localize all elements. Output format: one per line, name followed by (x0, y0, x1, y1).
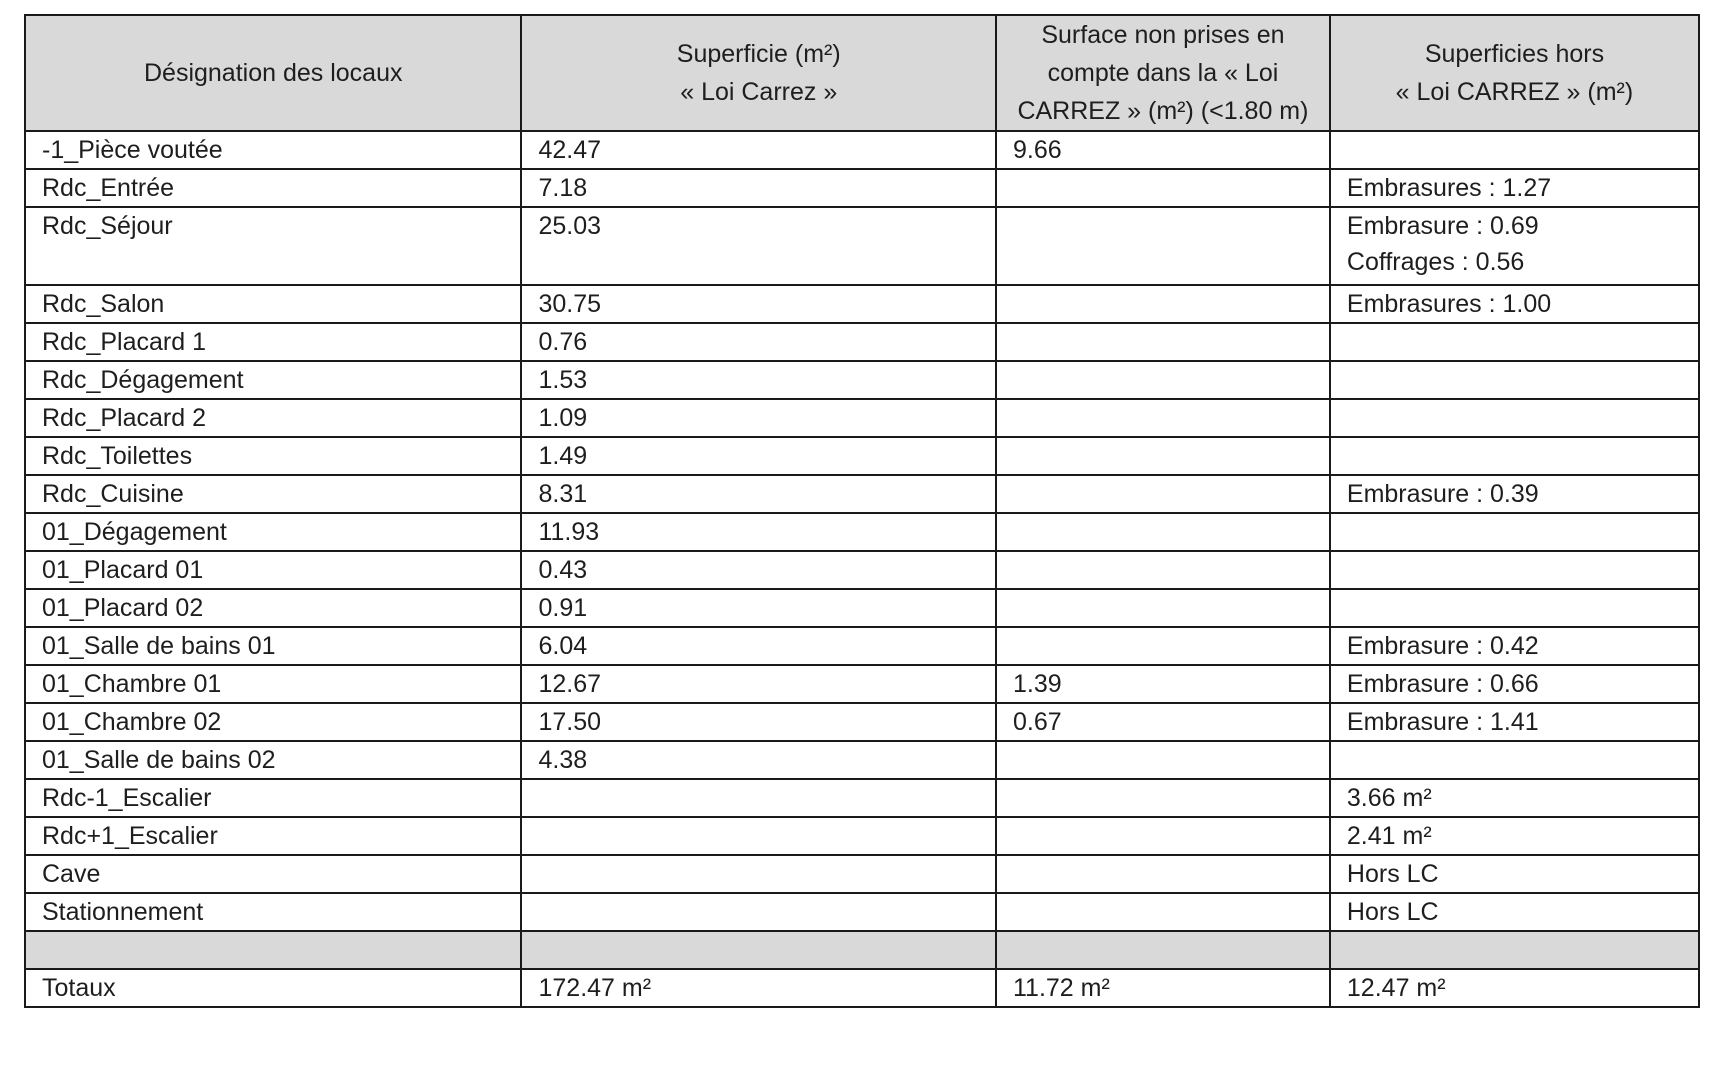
cell-designation: 01_Salle de bains 01 (25, 627, 521, 665)
table-row (25, 779, 1699, 817)
cell-hors (1330, 169, 1699, 207)
header-surface-non-prises (996, 15, 1330, 131)
cell-designation: Rdc_Placard 2 (25, 399, 521, 437)
cell-carrez: 0.76 (521, 323, 996, 361)
cell-carrez: 4.38 (521, 741, 996, 779)
cell-designation: Rdc+1_Escalier (25, 817, 521, 855)
cell-non-prises (996, 551, 1330, 589)
table-row (25, 703, 1699, 741)
table-row (25, 893, 1699, 931)
cell-designation: Rdc_Placard 1 (25, 323, 521, 361)
cell-designation: Rdc_Toilettes (25, 437, 521, 475)
cell-carrez: 1.53 (521, 361, 996, 399)
cell-hors (1330, 627, 1699, 665)
cell-carrez (521, 817, 996, 855)
cell-carrez: 1.09 (521, 399, 996, 437)
cell-hors-line: Embrasures : 1.27 (1346, 174, 1552, 202)
cell-carrez: 25.03 (521, 207, 996, 285)
cell-hors (1330, 665, 1699, 703)
table-row (25, 589, 1699, 627)
cell-hors (1330, 437, 1699, 475)
cell-hors (1330, 513, 1699, 551)
header-superficie-carrez (521, 15, 996, 131)
cell-carrez: 7.18 (521, 169, 996, 207)
cell-designation: Rdc_Cuisine (25, 475, 521, 513)
cell-hors (1330, 323, 1699, 361)
table-spacer-row (25, 931, 1699, 969)
cell-hors-line: Coffrages : 0.56 (1346, 248, 1525, 276)
header-line: Superficie (m²) (676, 40, 841, 68)
header-line: compte dans la « Loi (1047, 59, 1279, 87)
header-line: Désignation des locaux (143, 59, 403, 87)
cell-hors (1330, 285, 1699, 323)
header-superficies-hors (1330, 15, 1699, 131)
totals-hors: 12.47 m² (1330, 969, 1699, 1007)
cell-carrez: 17.50 (521, 703, 996, 741)
cell-designation: Rdc_Salon (25, 285, 521, 323)
cell-hors (1330, 131, 1699, 169)
cell-non-prises: 0.67 (996, 703, 1330, 741)
cell-designation: Rdc_Séjour (25, 207, 521, 285)
cell-non-prises (996, 779, 1330, 817)
table-row (25, 855, 1699, 893)
cell-hors (1330, 361, 1699, 399)
cell-non-prises (996, 399, 1330, 437)
cell-carrez: 30.75 (521, 285, 996, 323)
header-line: CARREZ » (m²) (<1.80 m) (1017, 97, 1309, 125)
table-row (25, 323, 1699, 361)
table-row (25, 399, 1699, 437)
header-line: « Loi Carrez » (680, 78, 838, 106)
cell-carrez (521, 779, 996, 817)
cell-hors (1330, 893, 1699, 931)
cell-hors (1330, 817, 1699, 855)
table-totals-row (25, 969, 1699, 1007)
table-row (25, 665, 1699, 703)
cell-carrez: 0.43 (521, 551, 996, 589)
cell-carrez: 8.31 (521, 475, 996, 513)
cell-designation: Rdc-1_Escalier (25, 779, 521, 817)
cell-non-prises (996, 627, 1330, 665)
cell-non-prises (996, 817, 1330, 855)
cell-non-prises (996, 285, 1330, 323)
cell-non-prises (996, 361, 1330, 399)
cell-hors-line: Hors LC (1346, 860, 1439, 888)
surface-table (24, 14, 1700, 1008)
cell-hors (1330, 741, 1699, 779)
cell-non-prises (996, 513, 1330, 551)
cell-carrez: 6.04 (521, 627, 996, 665)
totals-carrez: 172.47 m² (521, 969, 996, 1007)
table-row (25, 131, 1699, 169)
cell-hors-line: Embrasure : 0.42 (1346, 632, 1539, 660)
surface-table-container (24, 14, 1700, 1008)
cell-designation: 01_Salle de bains 02 (25, 741, 521, 779)
cell-non-prises (996, 169, 1330, 207)
cell-carrez: 1.49 (521, 437, 996, 475)
cell-designation: Rdc_Entrée (25, 169, 521, 207)
cell-carrez: 11.93 (521, 513, 996, 551)
table-row (25, 817, 1699, 855)
cell-designation: 01_Placard 02 (25, 589, 521, 627)
cell-carrez: 12.67 (521, 665, 996, 703)
cell-hors-line: 3.66 m² (1346, 784, 1432, 812)
cell-carrez: 42.47 (521, 131, 996, 169)
cell-hors (1330, 551, 1699, 589)
spacer-cell (996, 931, 1330, 969)
spacer-cell (521, 931, 996, 969)
cell-non-prises (996, 207, 1330, 285)
table-row (25, 551, 1699, 589)
cell-carrez: 0.91 (521, 589, 996, 627)
cell-carrez (521, 893, 996, 931)
table-row (25, 207, 1699, 285)
cell-hors-line: Embrasure : 0.66 (1346, 670, 1539, 698)
cell-hors-line: 2.41 m² (1346, 822, 1432, 850)
cell-hors (1330, 703, 1699, 741)
cell-non-prises (996, 323, 1330, 361)
cell-designation: 01_Chambre 01 (25, 665, 521, 703)
header-line: Surface non prises en (1041, 21, 1285, 49)
header-designation (25, 15, 521, 131)
cell-non-prises (996, 589, 1330, 627)
cell-hors (1330, 207, 1699, 285)
cell-non-prises: 1.39 (996, 665, 1330, 703)
cell-hors (1330, 855, 1699, 893)
cell-designation: -1_Pièce voutée (25, 131, 521, 169)
cell-hors-line: Embrasure : 1.41 (1346, 708, 1539, 736)
table-body (25, 131, 1699, 1007)
table-row (25, 285, 1699, 323)
totals-non-prises: 11.72 m² (996, 969, 1330, 1007)
table-header-row (25, 15, 1699, 131)
table-row (25, 169, 1699, 207)
cell-carrez (521, 855, 996, 893)
table-row (25, 475, 1699, 513)
cell-hors (1330, 399, 1699, 437)
cell-non-prises (996, 855, 1330, 893)
cell-designation: 01_Dégagement (25, 513, 521, 551)
spacer-cell (1330, 931, 1699, 969)
cell-designation: 01_Chambre 02 (25, 703, 521, 741)
cell-non-prises (996, 475, 1330, 513)
table-row (25, 513, 1699, 551)
cell-hors-line: Embrasure : 0.69 (1346, 212, 1539, 240)
table-row (25, 361, 1699, 399)
cell-designation: 01_Placard 01 (25, 551, 521, 589)
cell-designation: Cave (25, 855, 521, 893)
cell-designation: Rdc_Dégagement (25, 361, 521, 399)
cell-designation: Stationnement (25, 893, 521, 931)
header-line: « Loi CARREZ » (m²) (1395, 78, 1634, 106)
header-line: Superficies hors (1424, 40, 1605, 68)
cell-non-prises: 9.66 (996, 131, 1330, 169)
cell-hors (1330, 475, 1699, 513)
cell-hors (1330, 779, 1699, 817)
cell-non-prises (996, 893, 1330, 931)
cell-hors-line: Embrasure : 0.39 (1346, 480, 1539, 508)
table-row (25, 627, 1699, 665)
cell-hors (1330, 589, 1699, 627)
table-row (25, 437, 1699, 475)
spacer-cell (25, 931, 521, 969)
cell-non-prises (996, 741, 1330, 779)
cell-hors-line: Hors LC (1346, 898, 1439, 926)
cell-non-prises (996, 437, 1330, 475)
cell-hors-line: Embrasures : 1.00 (1346, 290, 1552, 318)
table-row (25, 741, 1699, 779)
totals-label: Totaux (25, 969, 521, 1007)
